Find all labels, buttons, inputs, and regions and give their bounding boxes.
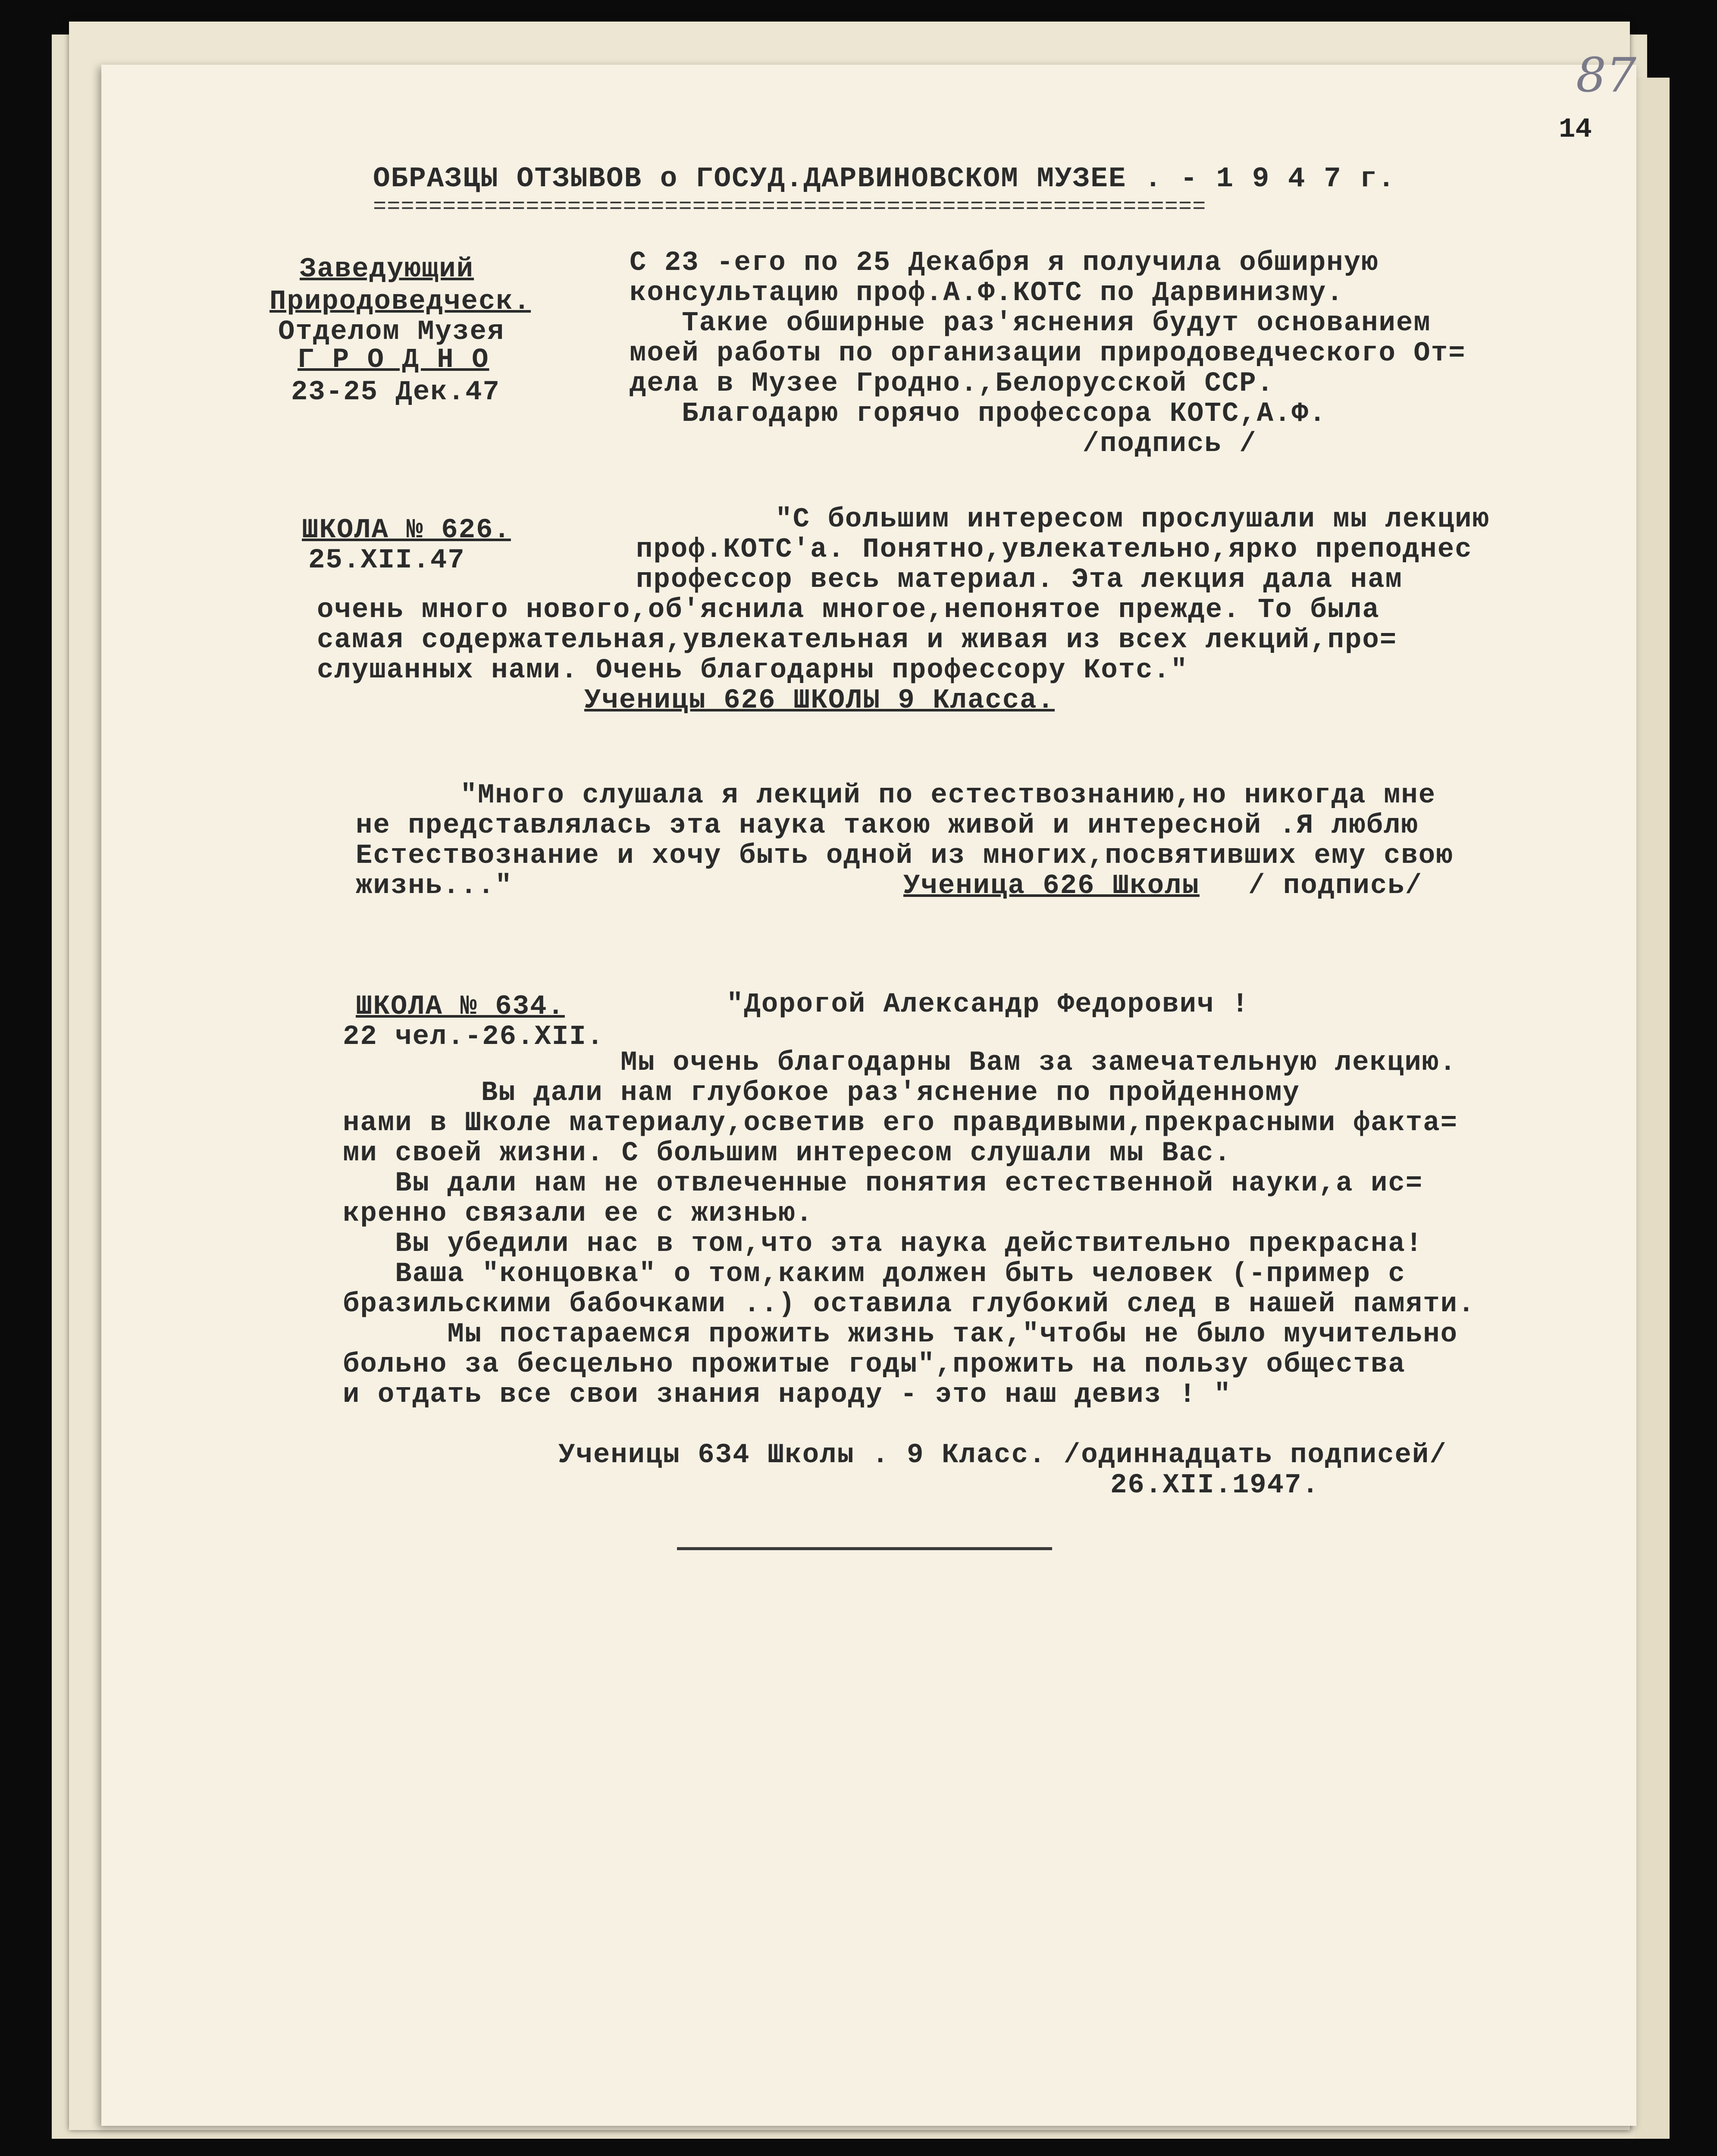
body-line: жизнь..." (356, 871, 513, 902)
body-line: Вы убедили нас в том,что эта наука действительно прекрасна! (343, 1228, 1423, 1260)
sender-line: Заведующий (300, 254, 474, 285)
sender-line: ШКОЛА № 626. (302, 515, 511, 546)
body-line: не представлялась эта наука такою живой и интересной .Я люблю (356, 810, 1419, 841)
signature-line: /подпись / (630, 429, 1257, 460)
page-number: 14 (1559, 114, 1592, 145)
sender-line: ШКОЛА № 634. (356, 991, 565, 1022)
body-line: самая содержательная,увлекательная и живая из всех лекций,про= (317, 625, 1397, 656)
body-line: больно за бесцельно прожитые годы",прожить на пользу общества (343, 1349, 1406, 1380)
body-line: консультацию проф.А.Ф.КОТС по Дарвинизму. (630, 278, 1344, 309)
body-line: слушанных нами. Очень благодарны профессору Котс." (317, 655, 1188, 686)
body-line: бразильскими бабочками ..) оставила глубокий след в нашей памяти. (343, 1289, 1476, 1320)
body-line: кренно связали ее с жизнью. (343, 1198, 813, 1229)
title-double-rule: ============================================================ (373, 201, 1206, 213)
body-line: Вы дали нам глубокое раз'яснение по пройденному (446, 1078, 1300, 1109)
body-line: проф.КОТС'а. Понятно,увлекательно,ярко преподнес (636, 534, 1473, 565)
body-line: "Много слушала я лекций по естествознанию,но никогда мне (356, 780, 1436, 811)
body-line: Такие обширные раз'яснения будут основанием (630, 308, 1431, 339)
greeting-line: "Дорогой Александр Федорович ! (727, 989, 1250, 1020)
handwritten-archive-number: 87 (1576, 47, 1636, 103)
body-line: ми своей жизни. С большим интересом слушали мы Вас. (343, 1138, 1231, 1169)
sender-date: 25.XII.47 (308, 545, 465, 576)
signature-line: Ученицы 626 ШКОЛЫ 9 Класса. (584, 685, 1055, 716)
body-line: Мы очень благодарны Вам за замечательную лекцию. (446, 1047, 1457, 1078)
body-line: "С большим интересом прослушали мы лекцию (636, 504, 1490, 535)
sender-date: 22 чел.-26.XII. (343, 1022, 605, 1053)
body-line: и отдать все свои знания народу - это наш девиз ! " (343, 1379, 1231, 1410)
body-line: моей работы по организации природоведческого От= (630, 338, 1466, 369)
page-title: ОБРАЗЦЫ ОТЗЫВОВ о ГОСУД.ДАРВИНОВСКОМ МУЗЕЕ . - 1 9 4 7 г. (373, 163, 1396, 195)
sender-line: Отделом Музея (278, 317, 505, 348)
signature-line: Ученица 626 Школы (903, 871, 1200, 902)
sender-date: 23-25 Дек.47 (291, 377, 500, 408)
body-line: Благодарю горячо профессора КОТС,А.Ф. (630, 398, 1327, 429)
sender-line: Г Р О Д Н О (298, 345, 489, 376)
body-line: С 23 -его по 25 Декабря я получила обширную (630, 248, 1379, 279)
signature-date: 26.XII.1947. (1110, 1470, 1319, 1501)
body-line: дела в Музее Гродно.,Белорусской ССР. (630, 368, 1275, 399)
body-line: Мы постараемся прожить жизнь так,"чтобы не было мучительно (343, 1319, 1458, 1350)
sender-line: Природоведческ. (269, 286, 531, 317)
paper-stack-right-edge (1635, 78, 1670, 2139)
signature-tail: / подпись/ (1248, 871, 1423, 902)
body-line: Естествознание и хочу быть одной из многих,посвятивших ему свою (356, 840, 1454, 871)
body-line: Ваша "концовка" о том,каким должен быть человек (-пример с (343, 1259, 1406, 1290)
signature-line: Ученицы 634 Школы . 9 Класс. /одиннадцать подписей/ (558, 1440, 1447, 1471)
closing-rule (677, 1547, 1052, 1550)
body-line: профессор весь материал. Эта лекция дала нам (636, 564, 1403, 595)
body-line: очень много нового,об'яснила многое,непонятое прежде. То была (317, 595, 1380, 626)
body-line: Вы дали нам не отвлеченные понятия естественной науки,а ис= (343, 1168, 1423, 1199)
document-page (101, 47, 1636, 2126)
body-line: нами в Школе материалу,осветив его правдивыми,прекрасными факта= (343, 1108, 1458, 1139)
